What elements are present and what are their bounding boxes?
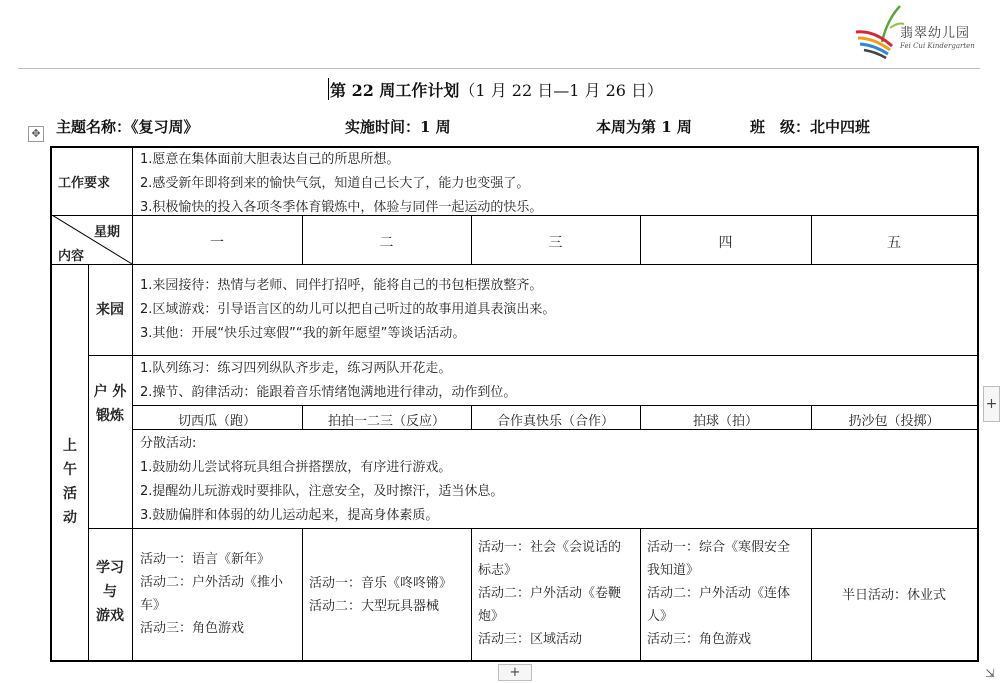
outdoor-game: 拍球（拍） — [692, 414, 758, 429]
requirements-label: 工作要求 — [58, 176, 111, 191]
row-divider — [88, 355, 977, 356]
arrival-item: 1.来园接待：热情与老师、同伴打招呼，能将自己的书包柜摆放整齐。 — [140, 278, 543, 293]
day-header: 五 — [887, 235, 901, 251]
requirement-item: 1.愿意在集体面前大胆表达自己的所思所想。 — [140, 152, 400, 167]
arrival-item: 2.区域游戏：引导语言区的幼儿可以把自己听过的故事用道具表演出来。 — [140, 302, 556, 317]
title-main: 第 22 周工作计划 — [330, 81, 460, 100]
logo-name: 翡翠幼儿园 — [900, 26, 971, 41]
study-day-3: 活动一：社会《会说话的 标志》 活动二：户外活动《卷鞭 炮》 活动三：区域活动 — [478, 540, 622, 647]
free-play-item: 3.鼓励偏胖和体弱的幼儿运动起来，提高身体素质。 — [140, 508, 439, 523]
day-header: 二 — [379, 235, 394, 251]
table-resize-handle[interactable]: ⇲ — [985, 666, 996, 680]
outdoor-game: 切西瓜（跑） — [177, 414, 256, 429]
study-day-1: 活动一：语言《新年》 活动二：户外活动《推小 车》 活动三：角色游戏 — [140, 552, 284, 636]
outdoor-game: 拍拍一二三（反应） — [327, 414, 445, 429]
corner-content-label: 内容 — [58, 249, 85, 264]
col-divider — [640, 528, 641, 660]
add-row-button[interactable]: + — [498, 664, 532, 681]
requirements-list — [140, 148, 542, 220]
study-day-5: 半日活动：休业式 — [841, 588, 946, 603]
requirement-item: 2.感受新年即将到来的愉快气氛，知道自己长大了，能力也变强了。 — [140, 176, 530, 191]
arrival-list — [140, 274, 555, 346]
day-header: 四 — [718, 235, 733, 251]
row-divider — [88, 528, 977, 529]
document-title[interactable] — [330, 78, 663, 101]
text-cursor — [328, 78, 329, 100]
add-column-button[interactable]: + — [983, 386, 1000, 422]
outdoor-item: 1.队列练习：练习四列纵队齐步走，练习两队开花走。 — [140, 361, 452, 376]
morning-activities-label: 上 午 活 动 — [63, 438, 77, 526]
study-day-2: 活动一：音乐《咚咚锵》 活动二：大型玩具器械 — [309, 576, 453, 614]
free-play-list — [140, 432, 503, 528]
arrival-label: 来园 — [96, 302, 124, 318]
row-divider — [132, 429, 977, 430]
title-dates: （1 月 22 日—1 月 26 日） — [459, 81, 664, 100]
move-icon: ✥ — [31, 127, 41, 140]
corner-weekday-label: 星期 — [94, 225, 121, 240]
free-play-item: 1.鼓励幼儿尝试将玩具组合拼搭摆放，有序进行游戏。 — [140, 460, 452, 475]
header-divider — [18, 68, 980, 69]
free-play-item: 分散活动: — [140, 436, 197, 451]
week-number: 本周为第 1 周 — [596, 118, 692, 136]
row-divider — [52, 264, 977, 265]
day-header: 三 — [548, 235, 563, 251]
outdoor-game: 扔沙包（投掷） — [848, 414, 940, 429]
day-header: 一 — [210, 235, 224, 251]
outdoor-exercise-label: 户 外 锻炼 — [93, 384, 127, 424]
kindergarten-logo — [852, 0, 1000, 62]
free-play-item: 2.提醒幼儿玩游戏时要排队，注意安全，及时擦汗，适当休息。 — [140, 484, 504, 499]
row-divider — [132, 405, 977, 406]
duration: 实施时间：1 周 — [345, 118, 451, 136]
study-day-4: 活动一：综合《寒假安全 我知道》 活动二：户外活动《连体 人》 活动三：角色游戏 — [647, 540, 791, 647]
outdoor-item: 2.操节、韵律活动：能跟着音乐情绪饱满地进行律动，动作到位。 — [140, 385, 517, 400]
logo-subtitle: Fei Cui Kindergarten — [900, 42, 975, 50]
col-divider — [471, 528, 472, 660]
plan-table — [50, 146, 979, 662]
theme-name: 主题名称：《复习周》 — [56, 118, 199, 136]
arrival-item: 3.其他：开展“快乐过寒假”“我的新年愿望”等谈话活动。 — [140, 326, 466, 341]
outdoor-game: 合作真快乐（合作） — [496, 414, 614, 429]
table-move-handle[interactable] — [28, 126, 44, 142]
requirement-item: 3.积极愉快的投入各项冬季体育锻炼中，体验与同伴一起运动的快乐。 — [140, 200, 543, 215]
col-divider — [302, 528, 303, 660]
class-name: 班 级：北中四班 — [750, 118, 871, 136]
outdoor-list — [140, 357, 516, 405]
study-games-label: 学习 与 游戏 — [96, 560, 124, 624]
